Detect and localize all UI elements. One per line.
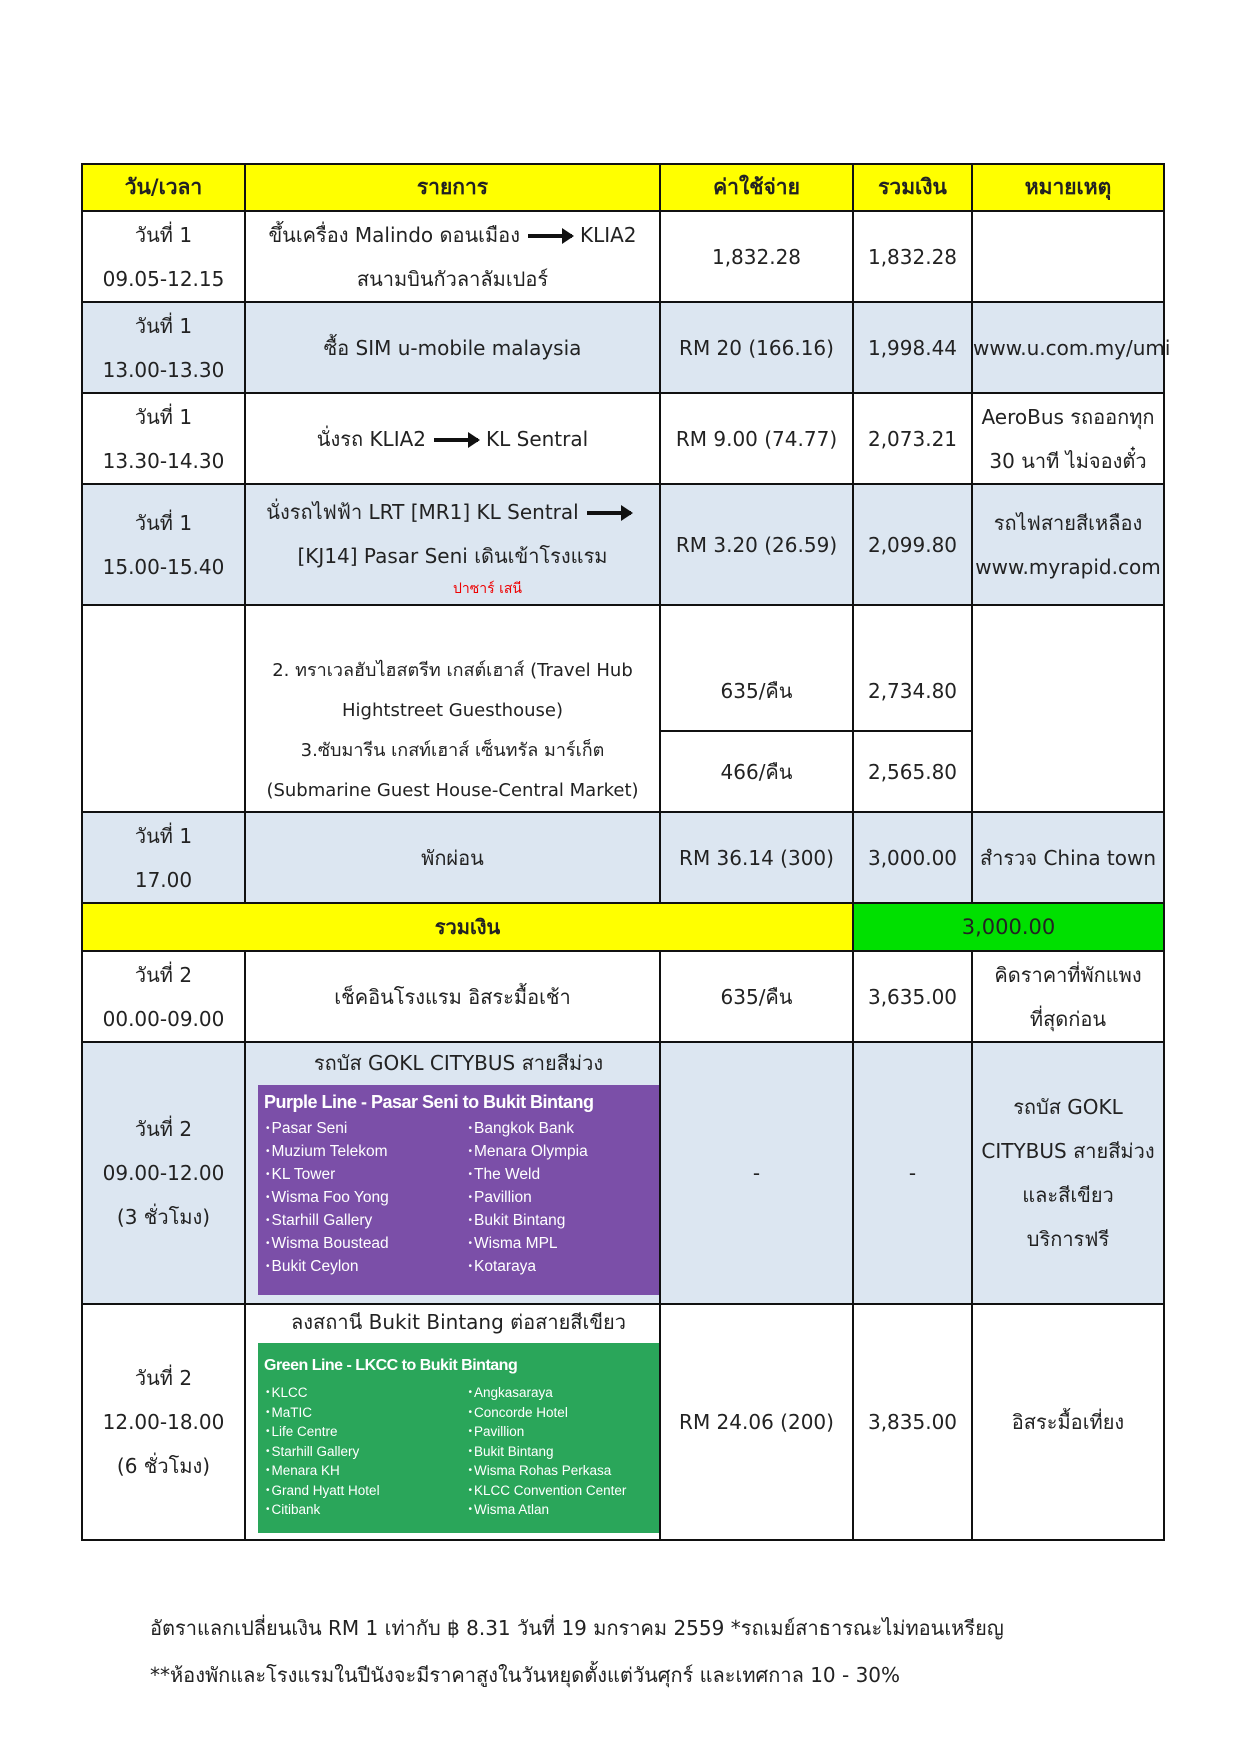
summary-label: รวมเงิน xyxy=(82,903,853,951)
cost-cell: RM 36.14 (300) xyxy=(660,812,853,903)
total-cell: 3,635.00 xyxy=(853,951,972,1042)
item-cell: นั่งรถไฟฟ้า LRT [MR1] KL Sentral [KJ14] Pasar Seni เดินเข้าโรงแรม ปาซาร์ เสนี xyxy=(245,484,660,605)
station-label: • Bukit Bintang xyxy=(469,1442,664,1462)
total-cell: - xyxy=(853,1042,972,1304)
note-cell xyxy=(972,605,1164,812)
header-cost: ค่าใช้จ่าย xyxy=(660,164,853,211)
station-label: • The Weld xyxy=(469,1163,664,1186)
station-label: • Pavillion xyxy=(469,1422,664,1442)
table-row xyxy=(82,812,1164,903)
note-cell: รถบัส GOKL CITYBUS สายสีม่วง และสีเขียว บริการฟรี xyxy=(972,1042,1164,1304)
pronunciation-note: ปาซาร์ เสนี xyxy=(453,580,522,597)
date-cell: วันที่ 2 00.00-09.00 xyxy=(82,951,245,1042)
date-cell: วันที่ 1 13.00-13.30 xyxy=(82,302,245,393)
station-label: • Wisma Rohas Perkasa xyxy=(469,1461,664,1481)
total-cell: 2,734.80 xyxy=(853,651,972,731)
date-cell: วันที่ 1 09.05-12.15 xyxy=(82,211,245,302)
station-label: • Menara KH xyxy=(266,1461,461,1481)
item-cell: เช็คอินโรงแรม อิสระมื้อเช้า xyxy=(245,951,660,1042)
station-label: • Wisma Foo Yong xyxy=(266,1186,461,1209)
station-label: • Kotaraya xyxy=(469,1255,664,1278)
summary-row xyxy=(82,903,1164,951)
station-label: • Citibank xyxy=(266,1500,461,1520)
station-label: • KLCC xyxy=(266,1383,461,1403)
date-cell: วันที่ 1 15.00-15.40 xyxy=(82,484,245,605)
note-cell: สำรวจ China town xyxy=(972,812,1164,903)
station-label: • Starhill Gallery xyxy=(266,1209,461,1232)
total-cell: 1,998.44 xyxy=(853,302,972,393)
station-label: • Starhill Gallery xyxy=(266,1442,461,1462)
station-label: • Pasar Seni xyxy=(266,1117,461,1140)
itinerary-table xyxy=(81,163,1171,1541)
item-cell: ซื้อ SIM u-mobile malaysia xyxy=(245,302,660,393)
total-cell: 2,099.80 xyxy=(853,484,972,605)
item-cell: ลงสถานี Bukit Bintang ต่อสายสีเขียว Green Line - LKCC to Bukit Bintang • KLCC • MaTIC • Life Centre • Starhill Gallery • Menara KH • Grand Hyatt Hotel • Citibank • Angkasaraya • Concorde Hotel • Pavillion • Bukit Bintang • Wisma Rohas Perkasa • KLCC Convention Center • Wisma Atlan xyxy=(245,1304,660,1540)
table-row xyxy=(82,1042,1164,1304)
station-label: • Bukit Ceylon xyxy=(266,1255,461,1278)
station-label: • KL Tower xyxy=(266,1163,461,1186)
table-row-empty xyxy=(82,605,1164,651)
station-label: • KLCC Convention Center xyxy=(469,1481,664,1501)
purple-line-map: Purple Line - Pasar Seni to Bukit Bintang • Pasar Seni • Muzium Telekom • KL Tower • Wisma Foo Yong • Starhill Gallery • Wisma Boustead • Bukit Ceylon • Bangkok Bank • Menara Olympia • The Weld • Pavillion • Bukit Bintang • Wisma MPL • Kotaraya xyxy=(258,1085,663,1295)
header-row xyxy=(82,164,1164,211)
note-cell: อิสระมื้อเที่ยง xyxy=(972,1304,1164,1540)
arrow-icon xyxy=(434,438,478,442)
exchange-rate-note: อัตราแลกเปลี่ยนเงิน RM 1 เท่ากับ ฿ 8.31 วันที่ 19 มกราคม 2559 *รถเมย์สาธารณะไม่ทอนเหรียญ xyxy=(150,1616,1004,1640)
header-item: รายการ xyxy=(245,164,660,211)
cost-cell: 1,832.28 xyxy=(660,211,853,302)
date-cell: วันที่ 2 12.00-18.00 (6 ชั่วโมง) xyxy=(82,1304,245,1540)
arrow-icon xyxy=(528,234,572,238)
total-cell: 1,832.28 xyxy=(853,211,972,302)
header-total: รวมเงิน xyxy=(853,164,972,211)
station-label: • Angkasaraya xyxy=(469,1383,664,1403)
cost-cell: - xyxy=(660,1042,853,1304)
note-cell: www.u.com.my/umi xyxy=(972,302,1164,393)
note-cell: รถไฟสายสีเหลือง www.myrapid.com xyxy=(972,484,1164,605)
cost-cell: RM 20 (166.16) xyxy=(660,302,853,393)
station-label: • Wisma Boustead xyxy=(266,1232,461,1255)
note-cell: คิดราคาที่พักแพง ที่สุดก่อน xyxy=(972,951,1164,1042)
station-label: • Wisma MPL xyxy=(469,1232,664,1255)
cost-cell: RM 24.06 (200) xyxy=(660,1304,853,1540)
date-cell: วันที่ 1 13.30-14.30 xyxy=(82,393,245,484)
arrow-icon xyxy=(587,511,631,515)
cost-cell: 635/คืน xyxy=(660,651,853,731)
table-row xyxy=(82,302,1164,393)
total-cell: 2,073.21 xyxy=(853,393,972,484)
date-cell xyxy=(82,605,245,812)
station-label: • Wisma Atlan xyxy=(469,1500,664,1520)
summary-value: 3,000.00 xyxy=(853,903,1164,951)
lodging-option: 3.ซับมารีน เกสท์เฮาส์ เซ็นทรัล มาร์เก็ต (Submarine Guest House-Central Market) xyxy=(245,731,660,812)
note-cell: AeroBus รถออกทุก 30 นาที ไม่จองตั๋ว xyxy=(972,393,1164,484)
station-label: • Life Centre xyxy=(266,1422,461,1442)
station-label: • Muzium Telekom xyxy=(266,1140,461,1163)
table-row xyxy=(82,211,1164,302)
station-label: • Concorde Hotel xyxy=(469,1403,664,1423)
station-label: • Menara Olympia xyxy=(469,1140,664,1163)
penang-price-note: **ห้องพักและโรงแรมในปีนังจะมีราคาสูงในวันหยุดตั้งแต่วันศุกร์ และเทศกาล 10 - 30% xyxy=(150,1663,901,1687)
header-date: วัน/เวลา xyxy=(82,164,245,211)
station-label: • Pavillion xyxy=(469,1186,664,1209)
cost-cell: RM 3.20 (26.59) xyxy=(660,484,853,605)
total-cell: 3,000.00 xyxy=(853,812,972,903)
item-cell: ขึ้นเครื่อง Malindo ดอนเมือง KLIA2 สนามบินกัวลาลัมเปอร์ xyxy=(245,211,660,302)
station-label: • Grand Hyatt Hotel xyxy=(266,1481,461,1501)
item-cell: นั่งรถ KLIA2 KL Sentral xyxy=(245,393,660,484)
cost-cell: 466/คืน xyxy=(660,731,853,812)
header-note: หมายเหตุ xyxy=(972,164,1164,211)
cost-cell: 635/คืน xyxy=(660,951,853,1042)
note-cell xyxy=(972,211,1164,302)
item-cell: รถบัส GOKL CITYBUS สายสีม่วง Purple Line - Pasar Seni to Bukit Bintang • Pasar Seni • Muzium Telekom • KL Tower • Wisma Foo Yong • Starhill Gallery • Wisma Boustead • Bukit Ceylon • Bangkok Bank • Menara Olympia • The Weld • Pavillion • Bukit Bintang • Wisma MPL • Kotaraya xyxy=(245,1042,660,1304)
station-label: • MaTIC xyxy=(266,1403,461,1423)
station-label: • Bukit Bintang xyxy=(469,1209,664,1232)
lodging-option: 2. ทราเวลฮับไฮสตรีท เกสต์เฮาส์ (Travel Hub Hightstreet Guesthouse) xyxy=(245,651,660,731)
total-cell: 3,835.00 xyxy=(853,1304,972,1540)
table-row xyxy=(82,951,1164,1042)
item-cell: พักผ่อน xyxy=(245,812,660,903)
green-line-map: Green Line - LKCC to Bukit Bintang • KLCC • MaTIC • Life Centre • Starhill Gallery • Menara KH • Grand Hyatt Hotel • Citibank • Angkasaraya • Concorde Hotel • Pavillion • Bukit Bintang • Wisma Rohas Perkasa • KLCC Convention Center • Wisma Atlan xyxy=(258,1343,663,1533)
cost-cell: RM 9.00 (74.77) xyxy=(660,393,853,484)
date-cell: วันที่ 2 09.00-12.00 (3 ชั่วโมง) xyxy=(82,1042,245,1304)
table-row xyxy=(82,393,1164,484)
date-cell: วันที่ 1 17.00 xyxy=(82,812,245,903)
table-row xyxy=(82,484,1164,605)
table-row xyxy=(82,1304,1164,1540)
total-cell: 2,565.80 xyxy=(853,731,972,812)
station-label: • Bangkok Bank xyxy=(469,1117,664,1140)
